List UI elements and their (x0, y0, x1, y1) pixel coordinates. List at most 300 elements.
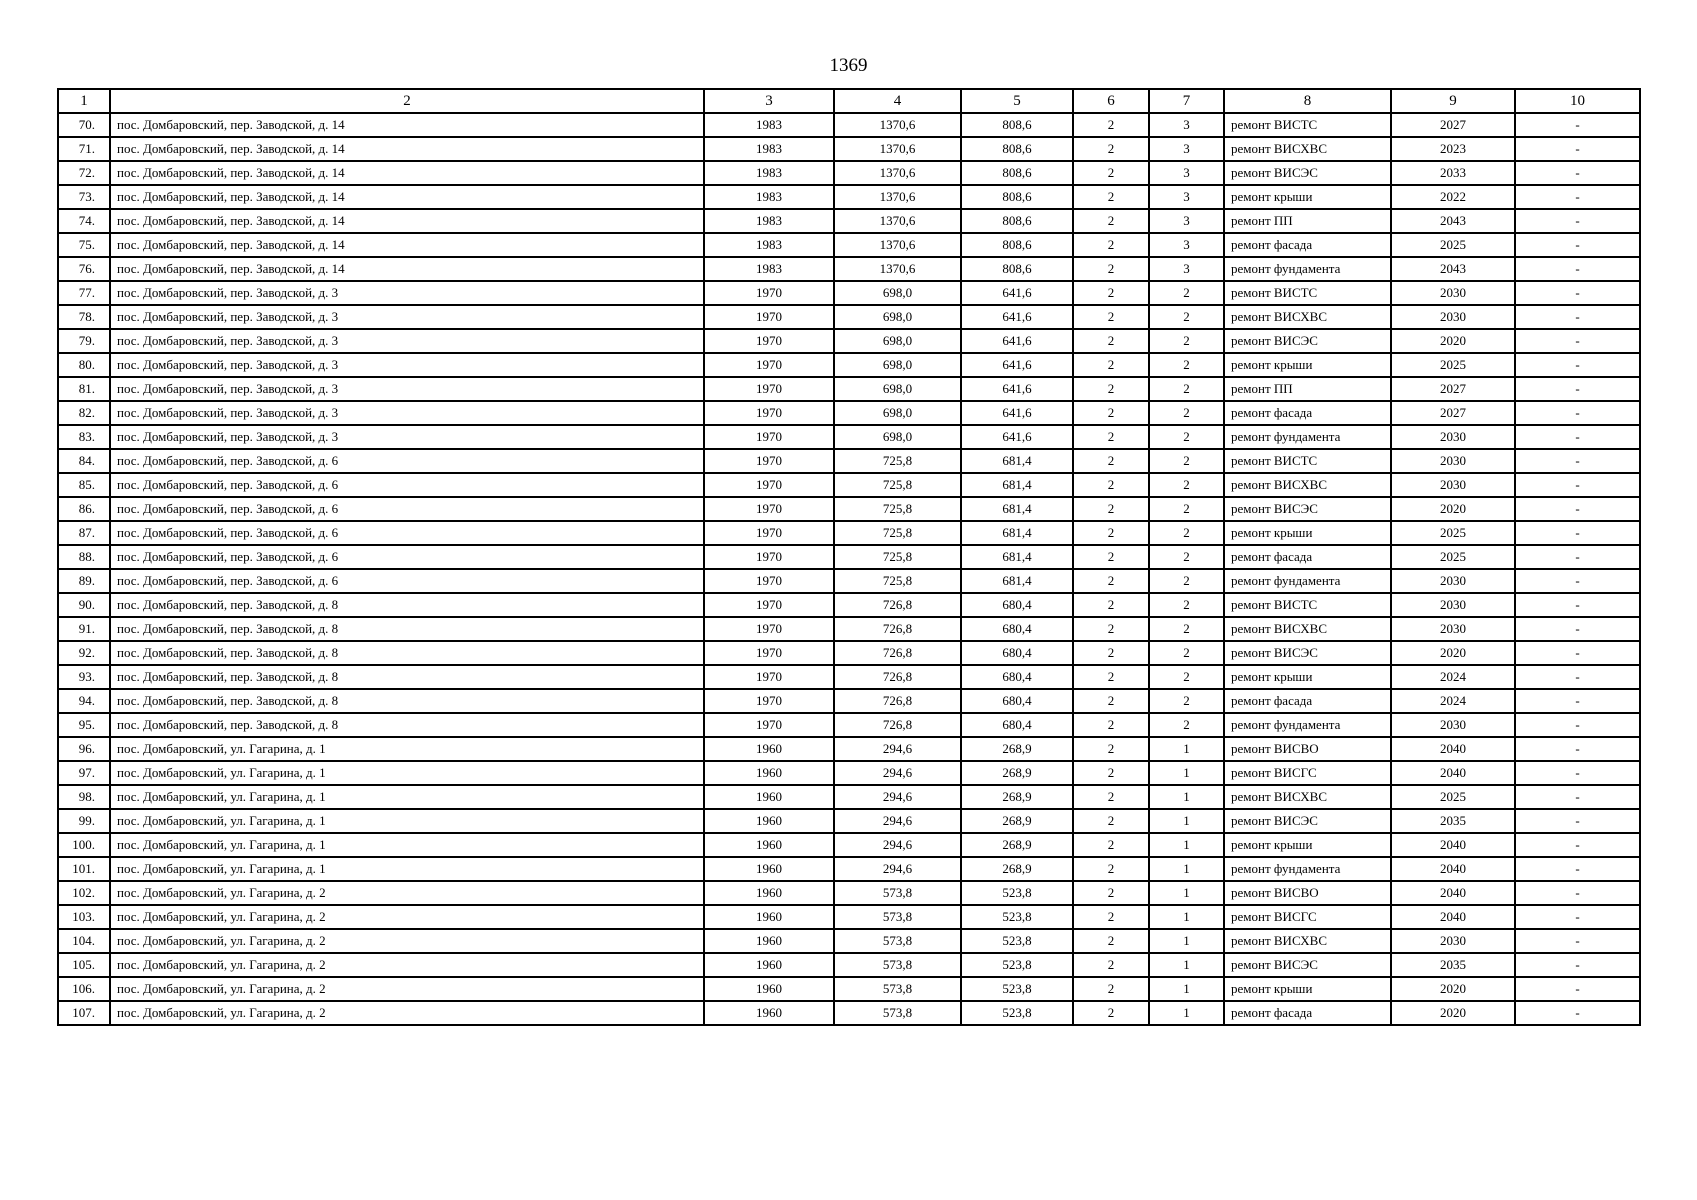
cell-floors: 2 (1073, 761, 1149, 785)
cell-living-area: 268,9 (961, 833, 1073, 857)
cell-address: пос. Домбаровский, пер. Заводской, д. 3 (110, 329, 704, 353)
cell-note: - (1515, 617, 1640, 641)
cell-address: пос. Домбаровский, ул. Гагарина, д. 2 (110, 977, 704, 1001)
cell-living-area: 523,8 (961, 953, 1073, 977)
cell-entrances: 1 (1149, 809, 1224, 833)
cell-note: - (1515, 521, 1640, 545)
cell-note: - (1515, 905, 1640, 929)
cell-living-area: 680,4 (961, 593, 1073, 617)
cell-entrances: 3 (1149, 185, 1224, 209)
cell-work-type: ремонт крыши (1224, 833, 1391, 857)
cell-row-number: 104. (58, 929, 110, 953)
cell-entrances: 2 (1149, 713, 1224, 737)
cell-total-area: 573,8 (834, 953, 961, 977)
cell-address: пос. Домбаровский, пер. Заводской, д. 14 (110, 185, 704, 209)
cell-entrances: 1 (1149, 833, 1224, 857)
cell-address: пос. Домбаровский, пер. Заводской, д. 3 (110, 377, 704, 401)
cell-year: 2023 (1391, 137, 1515, 161)
cell-work-type: ремонт ВИСХВС (1224, 617, 1391, 641)
cell-entrances: 2 (1149, 425, 1224, 449)
cell-entrances: 2 (1149, 305, 1224, 329)
cell-living-area: 681,4 (961, 521, 1073, 545)
cell-floors: 2 (1073, 785, 1149, 809)
cell-address: пос. Домбаровский, пер. Заводской, д. 8 (110, 713, 704, 737)
cell-year: 2024 (1391, 689, 1515, 713)
table-row (58, 281, 1640, 305)
cell-entrances: 3 (1149, 209, 1224, 233)
cell-year: 2027 (1391, 377, 1515, 401)
cell-build-year: 1983 (704, 185, 834, 209)
cell-entrances: 2 (1149, 569, 1224, 593)
cell-row-number: 103. (58, 905, 110, 929)
table-row (58, 137, 1640, 161)
cell-living-area: 680,4 (961, 713, 1073, 737)
column-header-8: 8 (1224, 89, 1391, 113)
cell-build-year: 1960 (704, 881, 834, 905)
cell-living-area: 808,6 (961, 137, 1073, 161)
cell-address: пос. Домбаровский, ул. Гагарина, д. 2 (110, 905, 704, 929)
cell-living-area: 523,8 (961, 1001, 1073, 1025)
cell-floors: 2 (1073, 809, 1149, 833)
cell-build-year: 1970 (704, 377, 834, 401)
cell-year: 2020 (1391, 329, 1515, 353)
cell-total-area: 725,8 (834, 449, 961, 473)
cell-address: пос. Домбаровский, ул. Гагарина, д. 2 (110, 1001, 704, 1025)
cell-row-number: 105. (58, 953, 110, 977)
cell-year: 2030 (1391, 449, 1515, 473)
cell-floors: 2 (1073, 449, 1149, 473)
cell-build-year: 1983 (704, 113, 834, 137)
cell-address: пос. Домбаровский, ул. Гагарина, д. 1 (110, 857, 704, 881)
table-body (58, 113, 1640, 1025)
cell-entrances: 2 (1149, 689, 1224, 713)
cell-work-type: ремонт ВИСТС (1224, 113, 1391, 137)
cell-year: 2025 (1391, 233, 1515, 257)
cell-work-type: ремонт крыши (1224, 977, 1391, 1001)
table-row (58, 545, 1640, 569)
cell-build-year: 1970 (704, 401, 834, 425)
cell-year: 2020 (1391, 641, 1515, 665)
cell-total-area: 573,8 (834, 929, 961, 953)
cell-build-year: 1983 (704, 209, 834, 233)
cell-row-number: 106. (58, 977, 110, 1001)
cell-note: - (1515, 209, 1640, 233)
cell-build-year: 1960 (704, 809, 834, 833)
cell-total-area: 698,0 (834, 329, 961, 353)
cell-living-area: 680,4 (961, 665, 1073, 689)
cell-year: 2030 (1391, 425, 1515, 449)
cell-build-year: 1970 (704, 665, 834, 689)
cell-entrances: 2 (1149, 665, 1224, 689)
cell-row-number: 92. (58, 641, 110, 665)
cell-entrances: 1 (1149, 737, 1224, 761)
cell-row-number: 85. (58, 473, 110, 497)
cell-work-type: ремонт ПП (1224, 377, 1391, 401)
table-row (58, 857, 1640, 881)
cell-address: пос. Домбаровский, пер. Заводской, д. 3 (110, 425, 704, 449)
cell-floors: 2 (1073, 305, 1149, 329)
table-row (58, 617, 1640, 641)
cell-floors: 2 (1073, 497, 1149, 521)
cell-living-area: 681,4 (961, 449, 1073, 473)
cell-note: - (1515, 305, 1640, 329)
cell-entrances: 2 (1149, 545, 1224, 569)
cell-address: пос. Домбаровский, ул. Гагарина, д. 1 (110, 761, 704, 785)
cell-year: 2030 (1391, 473, 1515, 497)
cell-year: 2040 (1391, 905, 1515, 929)
cell-row-number: 96. (58, 737, 110, 761)
cell-note: - (1515, 353, 1640, 377)
cell-year: 2025 (1391, 785, 1515, 809)
cell-entrances: 1 (1149, 761, 1224, 785)
cell-row-number: 81. (58, 377, 110, 401)
cell-work-type: ремонт фундамента (1224, 857, 1391, 881)
cell-floors: 2 (1073, 929, 1149, 953)
cell-floors: 2 (1073, 521, 1149, 545)
cell-work-type: ремонт крыши (1224, 665, 1391, 689)
cell-total-area: 726,8 (834, 617, 961, 641)
cell-floors: 2 (1073, 377, 1149, 401)
cell-work-type: ремонт фундамента (1224, 257, 1391, 281)
cell-living-area: 641,6 (961, 425, 1073, 449)
cell-work-type: ремонт фундамента (1224, 425, 1391, 449)
cell-note: - (1515, 545, 1640, 569)
cell-total-area: 573,8 (834, 905, 961, 929)
cell-address: пос. Домбаровский, пер. Заводской, д. 6 (110, 497, 704, 521)
cell-address: пос. Домбаровский, пер. Заводской, д. 6 (110, 473, 704, 497)
cell-row-number: 89. (58, 569, 110, 593)
cell-address: пос. Домбаровский, пер. Заводской, д. 14 (110, 233, 704, 257)
table-row (58, 161, 1640, 185)
cell-year: 2030 (1391, 305, 1515, 329)
cell-build-year: 1970 (704, 521, 834, 545)
cell-total-area: 1370,6 (834, 257, 961, 281)
cell-living-area: 681,4 (961, 569, 1073, 593)
cell-note: - (1515, 281, 1640, 305)
cell-year: 2040 (1391, 737, 1515, 761)
cell-floors: 2 (1073, 113, 1149, 137)
cell-floors: 2 (1073, 137, 1149, 161)
cell-row-number: 100. (58, 833, 110, 857)
cell-year: 2024 (1391, 665, 1515, 689)
cell-work-type: ремонт крыши (1224, 353, 1391, 377)
cell-work-type: ремонт ВИСХВС (1224, 473, 1391, 497)
cell-entrances: 2 (1149, 401, 1224, 425)
cell-note: - (1515, 401, 1640, 425)
cell-year: 2043 (1391, 257, 1515, 281)
cell-total-area: 726,8 (834, 593, 961, 617)
cell-total-area: 698,0 (834, 425, 961, 449)
cell-year: 2035 (1391, 809, 1515, 833)
cell-row-number: 80. (58, 353, 110, 377)
cell-address: пос. Домбаровский, пер. Заводской, д. 6 (110, 521, 704, 545)
cell-note: - (1515, 929, 1640, 953)
cell-floors: 2 (1073, 593, 1149, 617)
cell-living-area: 523,8 (961, 977, 1073, 1001)
cell-address: пос. Домбаровский, пер. Заводской, д. 8 (110, 689, 704, 713)
cell-total-area: 294,6 (834, 809, 961, 833)
cell-row-number: 78. (58, 305, 110, 329)
cell-address: пос. Домбаровский, ул. Гагарина, д. 1 (110, 785, 704, 809)
cell-total-area: 725,8 (834, 473, 961, 497)
cell-living-area: 268,9 (961, 785, 1073, 809)
cell-work-type: ремонт фасада (1224, 401, 1391, 425)
cell-living-area: 641,6 (961, 377, 1073, 401)
cell-entrances: 2 (1149, 281, 1224, 305)
column-header-4: 4 (834, 89, 961, 113)
cell-address: пос. Домбаровский, пер. Заводской, д. 8 (110, 593, 704, 617)
cell-build-year: 1983 (704, 257, 834, 281)
cell-entrances: 2 (1149, 521, 1224, 545)
cell-note: - (1515, 257, 1640, 281)
cell-build-year: 1960 (704, 929, 834, 953)
cell-note: - (1515, 329, 1640, 353)
cell-total-area: 725,8 (834, 521, 961, 545)
cell-entrances: 2 (1149, 473, 1224, 497)
cell-total-area: 294,6 (834, 857, 961, 881)
cell-build-year: 1970 (704, 713, 834, 737)
cell-build-year: 1983 (704, 137, 834, 161)
cell-floors: 2 (1073, 905, 1149, 929)
cell-entrances: 3 (1149, 233, 1224, 257)
cell-living-area: 808,6 (961, 233, 1073, 257)
table-row (58, 761, 1640, 785)
cell-work-type: ремонт фасада (1224, 233, 1391, 257)
cell-note: - (1515, 689, 1640, 713)
table-row (58, 905, 1640, 929)
cell-row-number: 72. (58, 161, 110, 185)
cell-work-type: ремонт фасада (1224, 545, 1391, 569)
cell-address: пос. Домбаровский, пер. Заводской, д. 3 (110, 353, 704, 377)
cell-entrances: 1 (1149, 953, 1224, 977)
cell-work-type: ремонт ВИСГС (1224, 905, 1391, 929)
cell-total-area: 726,8 (834, 641, 961, 665)
cell-build-year: 1970 (704, 569, 834, 593)
cell-work-type: ремонт ВИСЭС (1224, 161, 1391, 185)
cell-living-area: 268,9 (961, 737, 1073, 761)
cell-build-year: 1960 (704, 1001, 834, 1025)
cell-work-type: ремонт фундамента (1224, 713, 1391, 737)
table-row (58, 953, 1640, 977)
table-row (58, 809, 1640, 833)
cell-work-type: ремонт ВИСХВС (1224, 305, 1391, 329)
cell-total-area: 698,0 (834, 353, 961, 377)
cell-note: - (1515, 137, 1640, 161)
cell-year: 2035 (1391, 953, 1515, 977)
cell-total-area: 294,6 (834, 761, 961, 785)
cell-living-area: 808,6 (961, 113, 1073, 137)
cell-note: - (1515, 977, 1640, 1001)
table-row (58, 569, 1640, 593)
cell-entrances: 1 (1149, 1001, 1224, 1025)
cell-year: 2025 (1391, 545, 1515, 569)
cell-note: - (1515, 665, 1640, 689)
cell-total-area: 725,8 (834, 569, 961, 593)
cell-year: 2040 (1391, 881, 1515, 905)
cell-row-number: 93. (58, 665, 110, 689)
cell-floors: 2 (1073, 185, 1149, 209)
cell-note: - (1515, 377, 1640, 401)
cell-entrances: 1 (1149, 857, 1224, 881)
cell-floors: 2 (1073, 1001, 1149, 1025)
cell-build-year: 1983 (704, 161, 834, 185)
cell-note: - (1515, 473, 1640, 497)
cell-row-number: 79. (58, 329, 110, 353)
cell-work-type: ремонт ВИСГС (1224, 761, 1391, 785)
cell-floors: 2 (1073, 209, 1149, 233)
table-row (58, 401, 1640, 425)
cell-work-type: ремонт фасада (1224, 689, 1391, 713)
cell-floors: 2 (1073, 257, 1149, 281)
cell-row-number: 82. (58, 401, 110, 425)
cell-address: пос. Домбаровский, ул. Гагарина, д. 2 (110, 881, 704, 905)
cell-floors: 2 (1073, 569, 1149, 593)
cell-work-type: ремонт ВИСХВС (1224, 929, 1391, 953)
cell-entrances: 2 (1149, 617, 1224, 641)
table-row (58, 473, 1640, 497)
column-header-7: 7 (1149, 89, 1224, 113)
table-row (58, 929, 1640, 953)
cell-total-area: 573,8 (834, 1001, 961, 1025)
cell-note: - (1515, 881, 1640, 905)
cell-work-type: ремонт ВИСВО (1224, 737, 1391, 761)
cell-year: 2033 (1391, 161, 1515, 185)
cell-note: - (1515, 761, 1640, 785)
table-row (58, 521, 1640, 545)
cell-year: 2030 (1391, 713, 1515, 737)
cell-total-area: 1370,6 (834, 233, 961, 257)
cell-entrances: 2 (1149, 449, 1224, 473)
table-row (58, 665, 1640, 689)
cell-address: пос. Домбаровский, пер. Заводской, д. 14 (110, 209, 704, 233)
cell-living-area: 681,4 (961, 497, 1073, 521)
cell-entrances: 2 (1149, 377, 1224, 401)
cell-note: - (1515, 233, 1640, 257)
cell-build-year: 1970 (704, 545, 834, 569)
cell-entrances: 2 (1149, 593, 1224, 617)
cell-note: - (1515, 833, 1640, 857)
cell-living-area: 681,4 (961, 545, 1073, 569)
cell-floors: 2 (1073, 689, 1149, 713)
cell-entrances: 3 (1149, 113, 1224, 137)
cell-year: 2027 (1391, 401, 1515, 425)
cell-address: пос. Домбаровский, пер. Заводской, д. 6 (110, 449, 704, 473)
cell-total-area: 698,0 (834, 401, 961, 425)
table-row (58, 641, 1640, 665)
table-row (58, 689, 1640, 713)
table-row (58, 881, 1640, 905)
cell-entrances: 1 (1149, 785, 1224, 809)
cell-living-area: 268,9 (961, 809, 1073, 833)
cell-living-area: 641,6 (961, 401, 1073, 425)
table-row (58, 977, 1640, 1001)
cell-floors: 2 (1073, 713, 1149, 737)
cell-total-area: 726,8 (834, 665, 961, 689)
cell-living-area: 523,8 (961, 905, 1073, 929)
cell-year: 2025 (1391, 353, 1515, 377)
cell-note: - (1515, 785, 1640, 809)
cell-work-type: ремонт ВИСЭС (1224, 641, 1391, 665)
cell-note: - (1515, 809, 1640, 833)
cell-work-type: ремонт ВИСЭС (1224, 329, 1391, 353)
cell-floors: 2 (1073, 281, 1149, 305)
cell-floors: 2 (1073, 161, 1149, 185)
cell-row-number: 70. (58, 113, 110, 137)
cell-row-number: 76. (58, 257, 110, 281)
cell-total-area: 573,8 (834, 977, 961, 1001)
header-row (58, 89, 1640, 113)
cell-row-number: 107. (58, 1001, 110, 1025)
cell-build-year: 1960 (704, 953, 834, 977)
cell-work-type: ремонт крыши (1224, 521, 1391, 545)
cell-floors: 2 (1073, 665, 1149, 689)
cell-build-year: 1960 (704, 905, 834, 929)
cell-row-number: 71. (58, 137, 110, 161)
cell-address: пос. Домбаровский, пер. Заводской, д. 8 (110, 617, 704, 641)
cell-living-area: 641,6 (961, 329, 1073, 353)
cell-address: пос. Домбаровский, пер. Заводской, д. 14 (110, 137, 704, 161)
cell-entrances: 1 (1149, 977, 1224, 1001)
table-row (58, 1001, 1640, 1025)
cell-living-area: 680,4 (961, 641, 1073, 665)
cell-address: пос. Домбаровский, ул. Гагарина, д. 2 (110, 953, 704, 977)
table-row (58, 353, 1640, 377)
cell-build-year: 1970 (704, 641, 834, 665)
cell-row-number: 84. (58, 449, 110, 473)
cell-row-number: 73. (58, 185, 110, 209)
cell-year: 2030 (1391, 593, 1515, 617)
cell-work-type: ремонт ПП (1224, 209, 1391, 233)
cell-living-area: 268,9 (961, 857, 1073, 881)
cell-year: 2030 (1391, 569, 1515, 593)
cell-living-area: 680,4 (961, 617, 1073, 641)
cell-build-year: 1960 (704, 737, 834, 761)
cell-entrances: 2 (1149, 497, 1224, 521)
cell-build-year: 1970 (704, 473, 834, 497)
cell-year: 2020 (1391, 977, 1515, 1001)
cell-floors: 2 (1073, 425, 1149, 449)
cell-note: - (1515, 161, 1640, 185)
cell-living-area: 681,4 (961, 473, 1073, 497)
cell-total-area: 1370,6 (834, 209, 961, 233)
cell-address: пос. Домбаровский, пер. Заводской, д. 3 (110, 281, 704, 305)
cell-total-area: 1370,6 (834, 137, 961, 161)
cell-living-area: 523,8 (961, 881, 1073, 905)
cell-entrances: 2 (1149, 329, 1224, 353)
cell-floors: 2 (1073, 233, 1149, 257)
table-row (58, 497, 1640, 521)
cell-total-area: 726,8 (834, 689, 961, 713)
cell-build-year: 1960 (704, 857, 834, 881)
cell-note: - (1515, 953, 1640, 977)
cell-note: - (1515, 449, 1640, 473)
cell-row-number: 91. (58, 617, 110, 641)
cell-note: - (1515, 737, 1640, 761)
cell-address: пос. Домбаровский, ул. Гагарина, д. 2 (110, 929, 704, 953)
cell-row-number: 90. (58, 593, 110, 617)
cell-row-number: 86. (58, 497, 110, 521)
cell-year: 2030 (1391, 281, 1515, 305)
cell-build-year: 1970 (704, 353, 834, 377)
table-row (58, 713, 1640, 737)
cell-note: - (1515, 569, 1640, 593)
cell-build-year: 1970 (704, 329, 834, 353)
cell-work-type: ремонт фундамента (1224, 569, 1391, 593)
cell-entrances: 2 (1149, 353, 1224, 377)
cell-note: - (1515, 857, 1640, 881)
cell-work-type: ремонт ВИСТС (1224, 593, 1391, 617)
cell-note: - (1515, 497, 1640, 521)
